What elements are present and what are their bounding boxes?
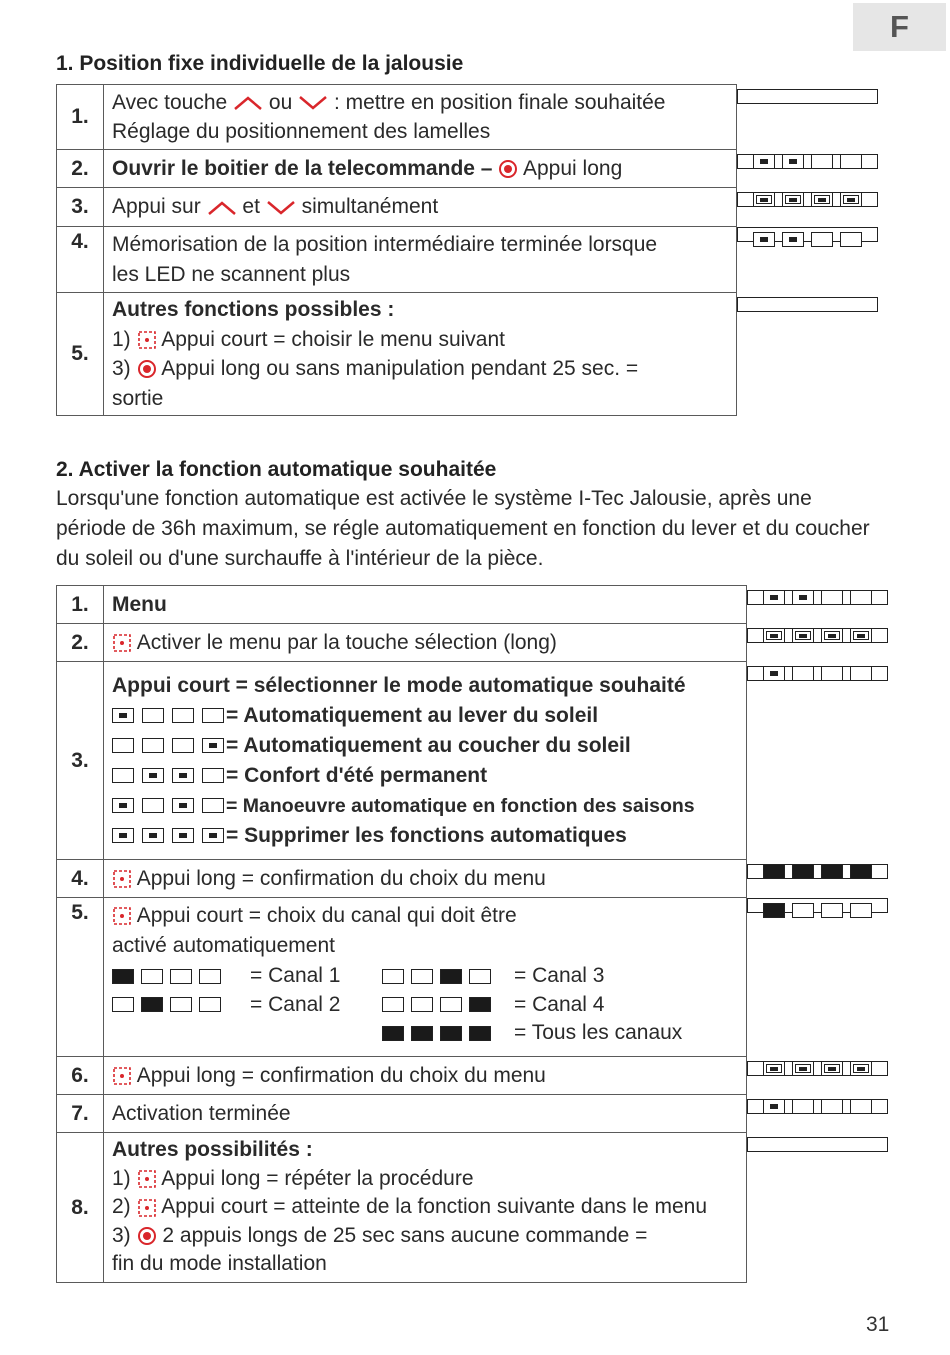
step-number: 1. xyxy=(57,586,104,624)
led-cell xyxy=(747,590,888,605)
led-indicator xyxy=(382,1026,491,1041)
led-off-icon xyxy=(440,997,462,1012)
step-text xyxy=(104,624,747,662)
led-on-icon xyxy=(172,798,194,813)
step-text xyxy=(104,227,737,293)
step-text-part: et xyxy=(242,195,260,219)
led-cell xyxy=(747,898,888,913)
led-off-icon xyxy=(142,708,164,723)
led-off-icon xyxy=(850,590,872,605)
led-cell xyxy=(747,1137,888,1152)
step-text-part: Appui long ou sans manipulation pendant 25 sec. = xyxy=(161,357,639,380)
led-on-icon xyxy=(782,232,804,247)
led-on-icon xyxy=(202,738,224,753)
led-off-icon xyxy=(172,708,194,723)
led-blink-icon xyxy=(850,1061,872,1076)
led-solid-icon xyxy=(763,903,785,918)
step-text-part: Mémorisation de la position intermédiaire terminée lorsque xyxy=(112,233,658,256)
page-number: 31 xyxy=(866,1313,890,1336)
led-off-icon xyxy=(199,969,221,984)
led-blink-icon xyxy=(753,192,775,207)
led-solid-icon xyxy=(763,864,785,879)
led-on-icon xyxy=(112,708,134,723)
led-indicator xyxy=(753,192,862,207)
led-indicator xyxy=(382,997,491,1012)
led-off-icon xyxy=(821,666,843,681)
step-text-part: fin du mode installation xyxy=(112,1252,327,1276)
led-cell xyxy=(747,1061,888,1076)
led-solid-icon xyxy=(792,864,814,879)
led-off-icon xyxy=(170,969,192,984)
step-text-part: sortie xyxy=(112,386,164,410)
step-number: 3. xyxy=(57,188,104,227)
led-blink-icon xyxy=(821,628,843,643)
led-blink-icon xyxy=(792,628,814,643)
led-off-icon xyxy=(202,708,224,723)
led-off-icon xyxy=(202,768,224,783)
step-text xyxy=(104,150,737,188)
led-solid-icon xyxy=(469,1026,491,1041)
led-blink-icon xyxy=(811,192,833,207)
led-off-icon xyxy=(382,969,404,984)
led-indicator xyxy=(753,154,862,169)
channel-label: = Canal 4 xyxy=(514,992,605,1016)
led-cell xyxy=(747,666,888,681)
led-off-icon xyxy=(112,768,134,783)
led-cell xyxy=(737,89,878,104)
led-off-icon xyxy=(840,232,862,247)
led-indicator xyxy=(763,590,872,605)
led-off-icon xyxy=(821,903,843,918)
step-text-part: Appui long = confirmation du choix du menu xyxy=(136,866,546,890)
led-off-icon xyxy=(411,969,433,984)
step-text-part: Appui court = atteinte de la fonction suivante dans le menu xyxy=(161,1195,707,1219)
step-text-part: Appui court = choisir le menu suivant xyxy=(161,327,505,351)
mode-label: = Manoeuvre automatique en fonction des saisons xyxy=(226,794,695,817)
chevron-down-icon xyxy=(298,95,328,111)
led-blink-icon xyxy=(821,1061,843,1076)
led-on-icon xyxy=(763,666,785,681)
led-on-icon xyxy=(763,1099,785,1114)
mode-label: = Automatiquement au coucher du soleil xyxy=(226,733,631,757)
step-number: 2. xyxy=(57,624,104,662)
step-text-part: Appui sur xyxy=(112,195,201,219)
mode-label: = Confort d'été permanent xyxy=(226,763,488,787)
led-indicator xyxy=(112,768,224,783)
section2-table xyxy=(56,585,895,1283)
step-heading: Autres possibilités : xyxy=(112,1138,313,1162)
step-text-part: Réglage du positionnement des lamelles xyxy=(112,120,491,143)
step-text-part: 2) xyxy=(112,1195,131,1219)
led-cell xyxy=(737,297,878,312)
led-off-icon xyxy=(382,997,404,1012)
led-indicator xyxy=(763,1099,872,1114)
section2-intro: Lorsqu'une fonction automatique est activée le système I-Tec Jalousie, après une période de 36h maximum, se régle automatiquement en fonction du lever et du coucher du soleil ou d'une surchauffe à l'intérieur de la pièce. xyxy=(56,487,870,570)
led-indicator xyxy=(112,997,221,1012)
led-cell xyxy=(747,1099,888,1114)
section2-title: 2. Activer la fonction automatique souhaitée xyxy=(56,458,497,481)
table-row xyxy=(57,227,895,293)
select-key-icon xyxy=(112,906,132,926)
led-on-icon xyxy=(172,768,194,783)
chevron-down-icon xyxy=(266,200,296,216)
led-cell xyxy=(747,628,888,643)
led-blink-icon xyxy=(782,192,804,207)
led-indicator xyxy=(112,738,224,753)
step-text-part: 3) xyxy=(112,1223,131,1247)
led-solid-icon xyxy=(821,864,843,879)
led-off-icon xyxy=(811,232,833,247)
step-text-part: 3) xyxy=(112,357,131,380)
led-on-icon xyxy=(792,590,814,605)
step-text-part: Activer le menu par la touche sélection (long) xyxy=(136,630,557,654)
led-cell xyxy=(737,227,878,242)
step-text xyxy=(104,860,747,898)
table-row xyxy=(57,1095,895,1133)
step-text-part: Appui long = répéter la procédure xyxy=(161,1166,474,1190)
led-on-icon xyxy=(112,798,134,813)
led-solid-icon xyxy=(440,1026,462,1041)
step-number: 6. xyxy=(57,1057,104,1095)
led-off-icon xyxy=(112,738,134,753)
step-number: 4. xyxy=(57,227,104,293)
channel-legend xyxy=(112,962,738,1048)
led-on-icon xyxy=(172,828,194,843)
led-solid-icon xyxy=(850,864,872,879)
table-row xyxy=(57,1133,895,1283)
led-solid-icon xyxy=(141,997,163,1012)
led-off-icon xyxy=(172,738,194,753)
step-text: Activation terminée xyxy=(104,1095,747,1133)
led-on-icon xyxy=(142,768,164,783)
led-cell xyxy=(737,192,878,207)
table-row xyxy=(57,586,895,624)
table-row xyxy=(57,624,895,662)
table-row xyxy=(57,188,895,227)
led-indicator xyxy=(763,666,872,681)
led-solid-icon xyxy=(469,997,491,1012)
step-number: 7. xyxy=(57,1095,104,1133)
led-indicator xyxy=(763,903,872,918)
led-off-icon xyxy=(792,903,814,918)
step-text xyxy=(104,85,737,150)
chevron-up-icon xyxy=(233,95,263,111)
step-text xyxy=(104,188,737,227)
section1-table xyxy=(56,84,895,416)
led-indicator xyxy=(112,828,224,843)
step-text-part: Appui long xyxy=(523,156,623,180)
led-solid-icon xyxy=(440,969,462,984)
led-on-icon xyxy=(782,154,804,169)
table-row xyxy=(57,293,895,416)
step-number: 4. xyxy=(57,860,104,898)
channel-label: = Canal 3 xyxy=(514,964,605,987)
step-text-part: Appui court = choix du canal qui doit être xyxy=(136,904,517,927)
led-indicator xyxy=(753,232,862,247)
led-indicator xyxy=(763,1061,872,1076)
select-key-icon xyxy=(112,1066,132,1086)
led-indicator xyxy=(382,969,491,984)
step-text-part: 1) xyxy=(112,327,131,351)
mode-label: = Supprimer les fonctions automatiques xyxy=(226,823,627,847)
step-text-part: : mettre en position finale souhaitée xyxy=(333,90,666,114)
select-key-icon xyxy=(112,869,132,889)
led-on-icon xyxy=(753,154,775,169)
led-off-icon xyxy=(142,798,164,813)
led-off-icon xyxy=(792,666,814,681)
step-number: 1. xyxy=(57,85,104,150)
led-blink-icon xyxy=(763,628,785,643)
table-row xyxy=(57,860,895,898)
led-off-icon xyxy=(850,1099,872,1114)
table-row xyxy=(57,662,895,860)
step-text xyxy=(104,1133,747,1283)
select-key-icon xyxy=(112,633,132,653)
table-row xyxy=(57,85,895,150)
channel-label: = Canal 1 xyxy=(250,964,341,987)
step-text-part: les LED ne scannent plus xyxy=(112,262,351,286)
step-number: 8. xyxy=(57,1133,104,1283)
led-off-icon xyxy=(811,154,833,169)
table-row xyxy=(57,898,895,1057)
led-solid-icon xyxy=(382,1026,404,1041)
led-off-icon xyxy=(840,154,862,169)
led-on-icon xyxy=(763,590,785,605)
section1-title: 1. Position fixe individuelle de la jalousie xyxy=(56,52,464,75)
record-button-icon xyxy=(498,159,518,179)
led-off-icon xyxy=(199,997,221,1012)
led-off-icon xyxy=(141,969,163,984)
step-text-part: ou xyxy=(268,90,293,114)
select-key-icon xyxy=(137,1198,157,1218)
select-key-icon xyxy=(137,1169,157,1189)
led-cell xyxy=(737,154,878,169)
led-solid-icon xyxy=(112,969,134,984)
led-off-icon xyxy=(411,997,433,1012)
led-off-icon xyxy=(142,738,164,753)
led-off-icon xyxy=(112,997,134,1012)
led-off-icon xyxy=(469,969,491,984)
led-off-icon xyxy=(821,590,843,605)
led-indicator xyxy=(112,798,224,813)
step-text xyxy=(104,898,747,1057)
step-text-part: 2 appuis longs de 25 sec sans aucune commande = xyxy=(162,1223,648,1247)
led-indicator xyxy=(112,708,224,723)
led-on-icon xyxy=(112,828,134,843)
step-text xyxy=(104,662,747,860)
led-off-icon xyxy=(850,666,872,681)
led-on-icon xyxy=(753,232,775,247)
step-text-part: Avec touche xyxy=(112,90,228,114)
led-off-icon xyxy=(850,903,872,918)
table-row xyxy=(57,1057,895,1095)
led-blink-icon xyxy=(763,1061,785,1076)
record-button-icon xyxy=(137,359,157,379)
chevron-up-icon xyxy=(207,200,237,216)
select-key-icon xyxy=(137,330,157,350)
mode-label: = Automatiquement au lever du soleil xyxy=(226,703,599,727)
led-cell xyxy=(747,864,888,879)
step-text-part: activé automatiquement xyxy=(112,933,335,957)
step-number: 2. xyxy=(57,150,104,188)
step-number: 5. xyxy=(57,898,104,1057)
led-off-icon xyxy=(821,1099,843,1114)
step-text-part: 1) xyxy=(112,1166,131,1190)
language-tab: F xyxy=(853,3,946,51)
led-on-icon xyxy=(202,828,224,843)
channel-label: = Canal 2 xyxy=(250,992,341,1016)
led-blink-icon xyxy=(792,1061,814,1076)
led-blink-icon xyxy=(840,192,862,207)
step-text: Menu xyxy=(104,586,747,624)
led-indicator xyxy=(763,628,872,643)
led-indicator xyxy=(763,864,872,879)
record-button-icon xyxy=(137,1226,157,1246)
step-heading: Appui court = sélectionner le mode automatique souhaité xyxy=(112,673,686,697)
step-number: 5. xyxy=(57,293,104,416)
step-heading: Autres fonctions possibles : xyxy=(112,298,395,321)
led-off-icon xyxy=(202,798,224,813)
led-blink-icon xyxy=(850,628,872,643)
led-off-icon xyxy=(170,997,192,1012)
step-text xyxy=(104,1057,747,1095)
led-on-icon xyxy=(142,828,164,843)
led-indicator xyxy=(112,969,221,984)
table-row xyxy=(57,150,895,188)
step-text-part: Appui long = confirmation du choix du menu xyxy=(136,1063,546,1087)
step-text-bold: Ouvrir le boitier de la telecommande – xyxy=(112,156,493,180)
led-off-icon xyxy=(792,1099,814,1114)
led-solid-icon xyxy=(411,1026,433,1041)
step-text-part: simultanément xyxy=(301,195,439,219)
step-number: 3. xyxy=(57,662,104,860)
channel-label: = Tous les canaux xyxy=(514,1021,683,1044)
step-text xyxy=(104,293,737,416)
